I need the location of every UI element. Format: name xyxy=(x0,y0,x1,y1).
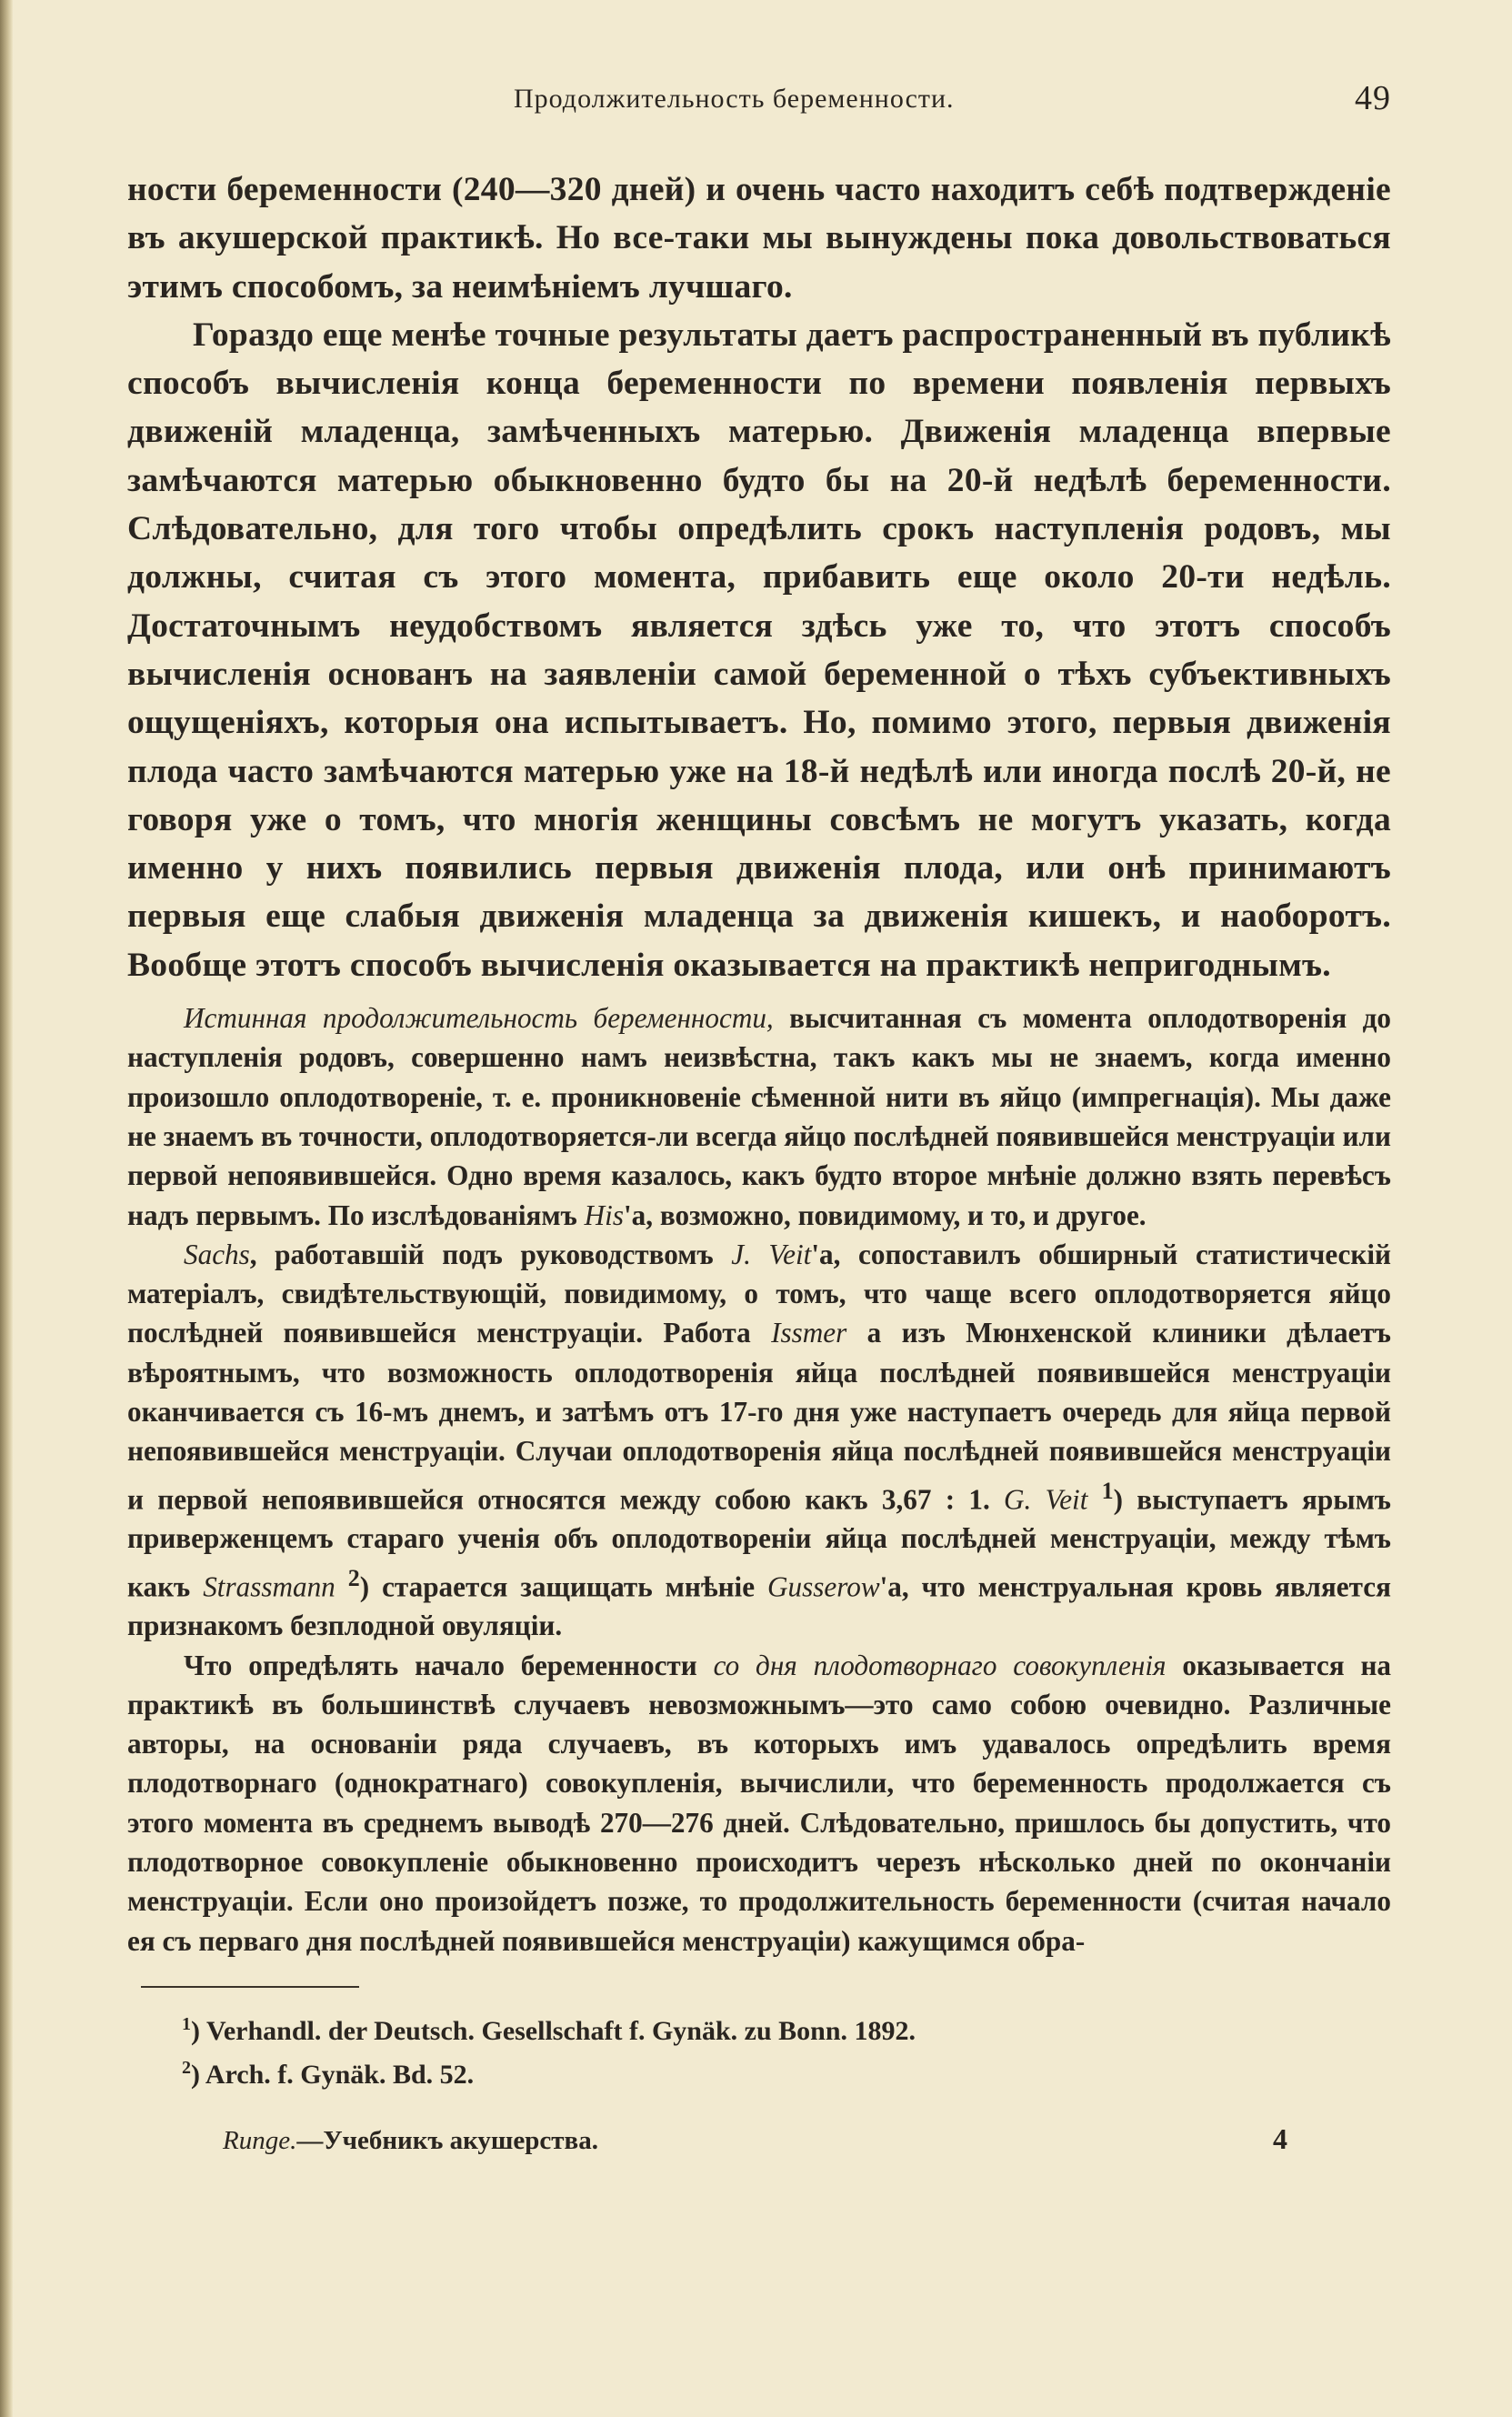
footnote-divider xyxy=(141,1986,359,1988)
paragraph-2: Гораздо еще менѣе точные результаты даетъ распространенный въ публикѣ способъ вычисленія конца беременности по времени появленія первыхъ движеній младенца, замѣченныхъ матерью. Движенія младенца впервые замѣчаются матерью обыкновенно будто бы на 20-й недѣлѣ беременности. Слѣдовательно, для того чтобы опредѣлить срокъ наступленія родовъ, мы должны, считая съ этого момента, прибавить еще около 20-ти недѣль. Достаточнымъ неудобствомъ является здѣсь уже то, что этотъ способъ вычисленія основанъ на заявленіи самой беременной о тѣхъ субъективныхъ ощущеніяхъ, которыя она испытываетъ. Но, помимо этого, первыя движенія плода часто замѣчаются матерью уже на 18-й недѣлѣ или иногда послѣ 20-й, не говоря уже о томъ, что многія женщины совсѣмъ не могутъ указать, когда именно у нихъ появились первыя движенія плода, или онѣ принимаютъ первыя еще слабыя движенія младенца за движенія кишекъ, и наоборотъ. Вообще этотъ способъ вычисленія оказывается на практикѣ непригоднымъ. xyxy=(127,316,1391,984)
paragraph-5-text-b: оказывается на практикѣ въ большинствѣ случаевъ невозможнымъ—это само собою очевидно. Различные авторы, на основаніи ряда случаевъ, въ которыхъ имъ удавалось опредѣлить время плодотворнаго (однократнаго) совокупленія, вычислили, что беременность продолжается съ этого момента въ среднемъ выводѣ 270—276 дней. Слѣдовательно, пришлось бы допустить, что плодотворное совокупленіе обыкновенно происходитъ черезъ нѣсколько дней по окончаніи менструаціи. Если оно произойдетъ позже, то продолжительность беременности (считая начало ея съ перваго дня послѣдней появившейся менструаціи) кажущимся обра- xyxy=(127,1649,1392,1957)
paragraph-3-text: высчитанная съ момента оплодотворенія до наступленія родовъ, совершенно намъ неизвѣстна, такъ какъ мы не знаемъ, когда именно произошло оплодотвореніе, т. е. проникновеніе сѣменной нити въ яйцо (импрегнація). Мы даже не знаемъ въ точности, оплодотворяется-ли всегда яйцо послѣдней появившейся менструаціи или первой непоявившейся. Одно время казалось, какъ будто второе мнѣніе должно взять перевѣсъ надъ первымъ. По изслѣдованіямъ xyxy=(127,1002,1391,1231)
emphasis-true-duration: Истинная продолжительность беременности, xyxy=(184,1002,774,1035)
signature-sheet-number: 4 xyxy=(1273,2121,1287,2155)
author-gusserow: Gusserow xyxy=(767,1570,880,1602)
paragraph-5-text-a: Что опредѣлять начало беременности xyxy=(184,1649,714,1681)
paragraph-3 xyxy=(127,998,1391,1235)
paragraph-5 xyxy=(127,1646,1391,1961)
signature-title xyxy=(223,2126,598,2156)
footnote-ref-1[interactable]: 1 xyxy=(1101,1477,1114,1504)
paragraph-4-text-e: ) старается защищать мнѣніе xyxy=(359,1570,768,1602)
footnote-mark: 1 xyxy=(182,2013,191,2034)
footnote-text: ) Verhandl. der Deutsch. Gesellschaft f. Gynäk. zu Bonn. 1892. xyxy=(191,2015,916,2046)
author-his: His xyxy=(584,1198,624,1231)
signature-author: Runge. xyxy=(223,2125,297,2155)
emphasis-fertile-coitus: со дня плодотворнаго совокупленія xyxy=(713,1649,1167,1681)
paragraph-4-text-c: а изъ Мюнхенской клиники дѣлаетъ вѣроятнымъ, что возможность оплодотворенія яйца послѣдней появившейся менструаціи оканчивается съ 16-мъ днемъ, и затѣмъ отъ 17-го дня уже наступаетъ очередь для яйца первой непоявившейся менструаціи. Случаи оплодотворенія яйца послѣдней появившейся менструаціи и первой непоявившейся относятся между собою какъ 3,67 : 1. xyxy=(127,1317,1391,1515)
footnote-mark: 2 xyxy=(182,2057,191,2078)
paragraph-3-end: 'а, возможно, повидимому, и то, и другое. xyxy=(623,1198,1147,1231)
running-title: Продолжительность беременности. xyxy=(514,84,955,114)
page-number: 49 xyxy=(1355,79,1391,117)
footnote-1 xyxy=(182,2006,1391,2050)
paragraph-4-text-a: , работавшій подъ руководствомъ xyxy=(249,1238,732,1270)
running-head xyxy=(127,73,1391,127)
footnotes xyxy=(127,2006,1391,2093)
footnote-2 xyxy=(182,2050,1391,2093)
paragraph-4-text-b: 'а, сопоставилъ обширный статистическій матеріалъ, свидѣтельствующій, повидимому, о томъ, что чаще всего оплодотворяется яйцо послѣдней появившейся менструаціи. Работа xyxy=(127,1238,1392,1349)
paragraph-4-text-d: ) выступаетъ ярымъ приверженцемъ стараго ученія объ оплодотвореніи яйца послѣдней менструаціи, между тѣмъ какъ xyxy=(127,1483,1391,1602)
author-j-veit: J. Veit xyxy=(731,1238,812,1270)
author-g-veit: G. Veit xyxy=(1004,1483,1088,1515)
author-issmer: Issmer xyxy=(771,1317,847,1349)
author-strassmann: Strassmann xyxy=(203,1570,335,1602)
paragraph-4-text-f: 'а, что менструальная кровь является признакомъ безплодной овуляціи. xyxy=(127,1570,1391,1642)
footnote-text: ) Arch. f. Gynäk. Bd. 52. xyxy=(191,2059,475,2090)
paragraph-1: ности беременности (240—320 дней) и очень часто находитъ себѣ подтвержденіе въ акушерской практикѣ. Но все-таки мы вынуждены пока довольствоваться этимъ способомъ, за неимѣніемъ лучшаго. xyxy=(127,171,1391,306)
printer-signature xyxy=(127,2121,1391,2171)
book-page xyxy=(127,73,1391,2171)
footnote-ref-2[interactable]: 2 xyxy=(347,1564,360,1591)
paragraph-4 xyxy=(127,1235,1391,1646)
author-sachs: Sachs xyxy=(184,1238,250,1270)
signature-book: —Учебникъ акушерства. xyxy=(296,2125,598,2155)
book-spine-edge xyxy=(0,0,13,2417)
